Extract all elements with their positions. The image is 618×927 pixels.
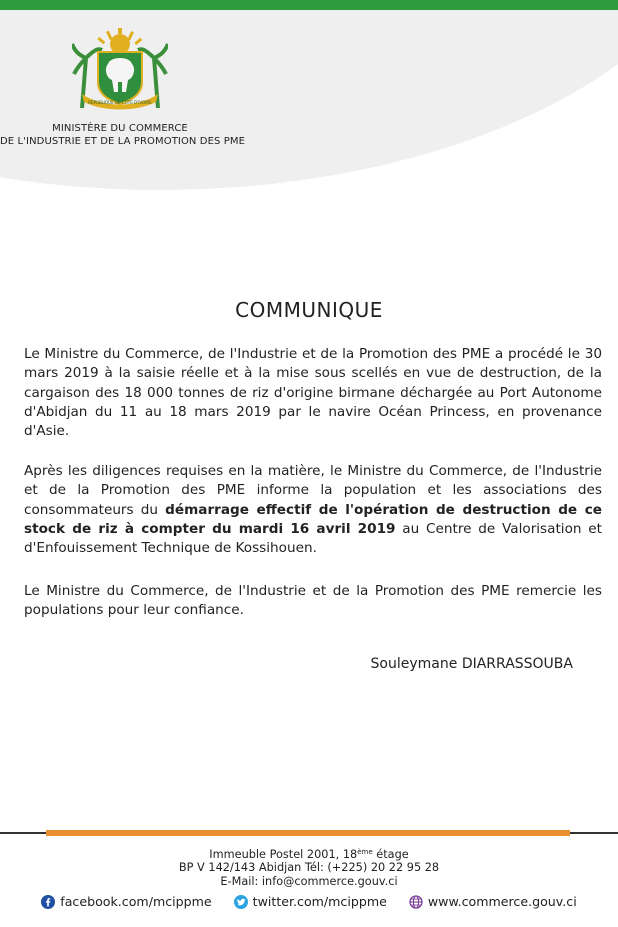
coat-of-arms-icon — [72, 28, 168, 112]
footer-building — [0, 846, 618, 861]
twitter-link[interactable] — [234, 894, 387, 909]
footer-social-links — [0, 894, 618, 909]
paragraph-destruction-location: au Centre de Valorisation et d'Enfouissement Technique de Kossihouen. — [24, 520, 602, 557]
page-title: COMMUNIQUE — [235, 298, 383, 322]
facebook-link-label: facebook.com/mcippme — [60, 894, 212, 909]
ministry-line-1: MINISTÈRE DU COMMERCE — [52, 123, 188, 134]
footer-floor-suffix: ème — [357, 848, 373, 856]
paragraph-destruction-intro: Après les diligences requises en la matière, le Ministre du Commerce, de l'Industrie et de la Promotion des PME informe la population et les associations des consommateurs du — [24, 463, 602, 518]
twitter-icon — [234, 895, 248, 909]
website-link[interactable] — [409, 894, 577, 909]
paragraph-thanks: Le Ministre du Commerce, de l'Industrie et de la Promotion des PME remercie les populations pour leur confiance. — [24, 583, 602, 619]
paragraph-destruction — [24, 462, 602, 558]
paragraph-destruction-highlight: démarrage effectif de l'opération de destruction de ce stock de riz à compter du mardi 16 avril 2019 — [24, 501, 602, 537]
footer-building-name: Immeuble Postel 2001, 18 — [209, 848, 358, 861]
footer-floor-label: étage — [372, 848, 409, 861]
ministry-line-2: DE L'INDUSTRIE ET DE LA PROMOTION DES PME — [0, 136, 245, 147]
twitter-link-label: twitter.com/mcippme — [252, 894, 387, 909]
ministry-name — [0, 122, 245, 148]
footer-email: E-Mail: info@commerce.gouv.ci — [220, 874, 398, 888]
facebook-link[interactable] — [41, 894, 211, 909]
footer-address-block — [0, 846, 618, 888]
paragraph-seizure: Le Ministre du Commerce, de l'Industrie et de la Promotion des PME a procédé le 30 mars 2019 à la saisie réelle et à la mise sous scellés en vue de destruction, de la cargaison des 18 000 tonnes de riz d'origine birmane déchargée au Port Autonome d'Abidjan du 11 au 18 mars 2019 par le navire Océan Princess, en provenance d'Asie. — [24, 346, 602, 440]
footer-po-box: BP V 142/143 Abidjan Tél: (+225) 20 22 95 28 — [178, 861, 440, 875]
signatory-name: Souleymane DIARRASSOUBA — [370, 656, 573, 672]
website-link-label: www.commerce.gouv.ci — [427, 894, 577, 909]
svg-text:RÉPUBLIQUE DE CÔTE D'IVOIRE: RÉPUBLIQUE DE CÔTE D'IVOIRE — [88, 100, 152, 105]
top-green-band — [0, 0, 618, 10]
facebook-icon — [41, 895, 55, 909]
footer-orange-bar — [46, 830, 570, 836]
globe-icon — [409, 895, 423, 909]
